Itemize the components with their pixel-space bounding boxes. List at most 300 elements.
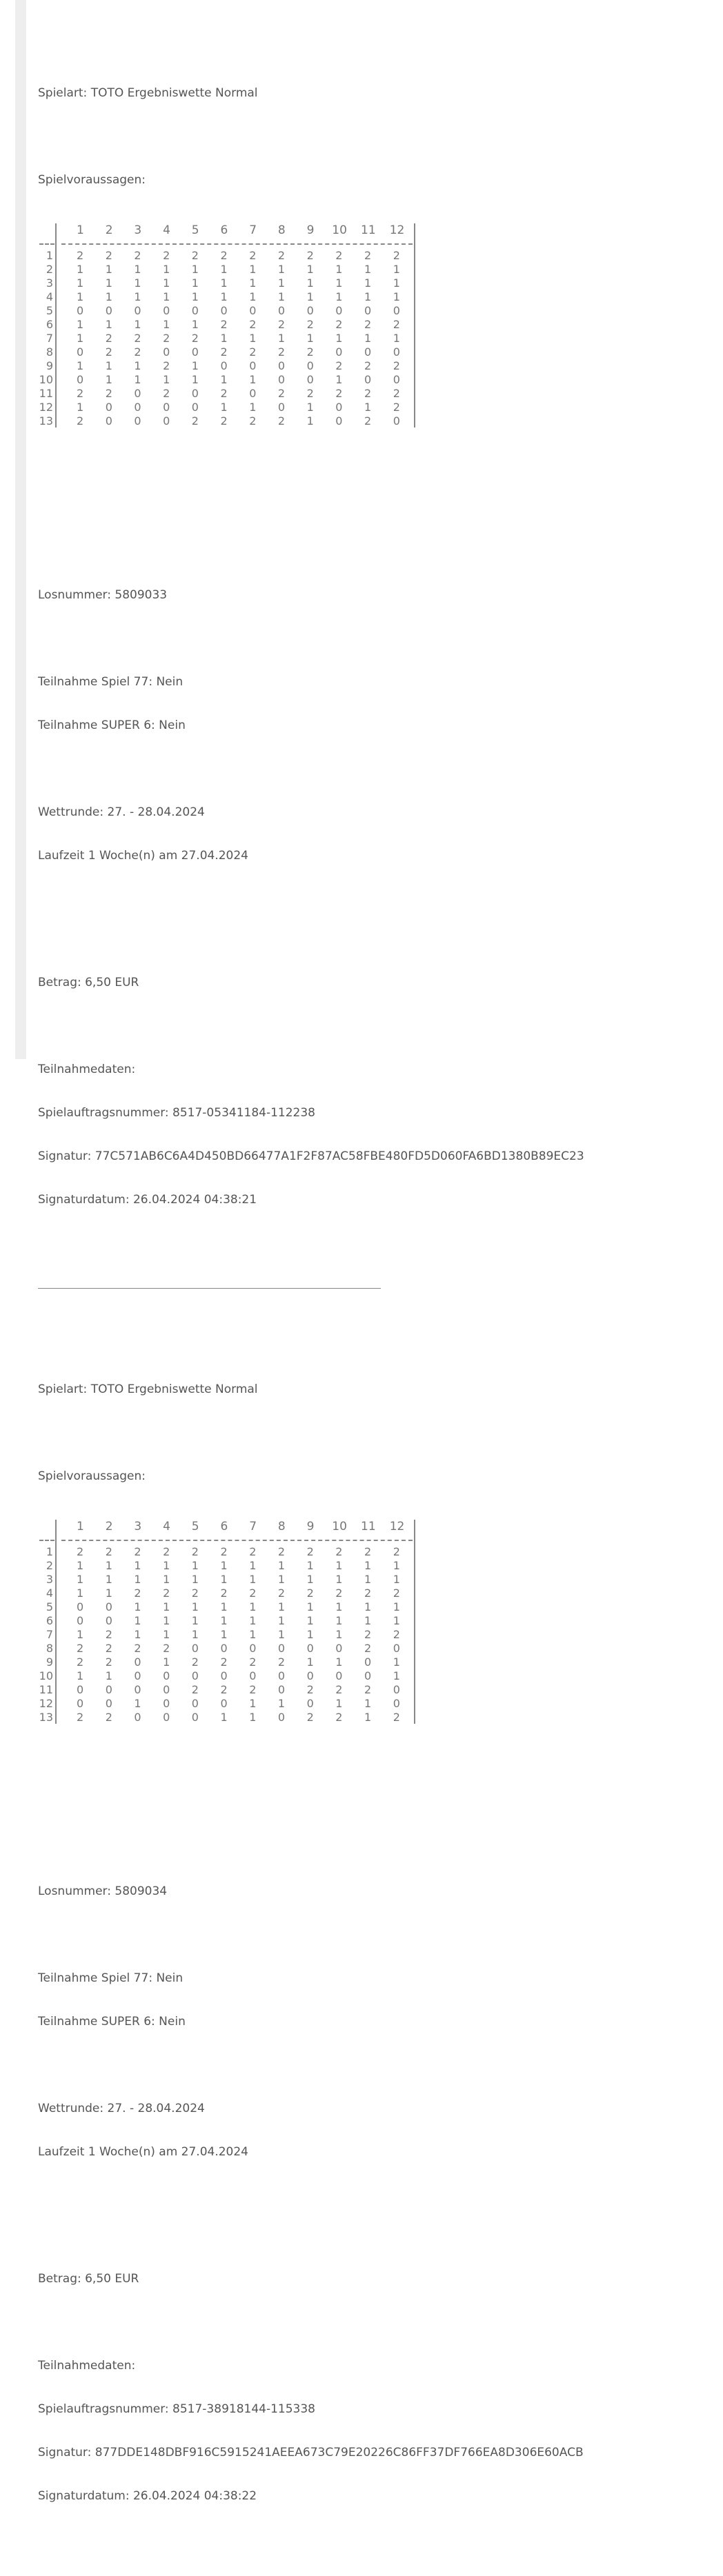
prediction-cell: 1 xyxy=(163,1656,170,1669)
prediction-cell: 0 xyxy=(306,1669,314,1682)
prediction-cell: 0 xyxy=(364,1656,372,1669)
prediction-cell: 1 xyxy=(306,332,314,345)
prediction-cell: 1 xyxy=(220,1711,228,1724)
row-number: 12 xyxy=(39,401,53,414)
row-number: 1 xyxy=(46,249,53,262)
prediction-cell: 1 xyxy=(393,1669,400,1682)
prediction-cell: 0 xyxy=(277,359,286,372)
prediction-cell: 2 xyxy=(277,1545,286,1558)
prediction-cell: 1 xyxy=(163,373,170,386)
prediction-cell: 0 xyxy=(191,1711,199,1724)
prediction-cell: 1 xyxy=(220,1559,228,1572)
grid-row xyxy=(38,1711,723,1725)
prediction-cell: 1 xyxy=(134,263,141,276)
prediction-cell: 0 xyxy=(163,1711,170,1724)
grid-header xyxy=(38,1520,723,1535)
prediction-cell: 2 xyxy=(249,414,257,427)
prediction-cell: 2 xyxy=(364,359,372,372)
prediction-cell: 1 xyxy=(77,263,84,276)
prediction-cell: 1 xyxy=(306,1656,314,1669)
prediction-cell: 2 xyxy=(277,1656,286,1669)
prediction-cell: 1 xyxy=(393,332,400,345)
prediction-cell: 2 xyxy=(277,414,286,427)
prediction-cell: 2 xyxy=(364,387,372,400)
prediction-cell: 2 xyxy=(335,318,343,331)
prediction-cell: 0 xyxy=(163,414,170,427)
column-number: 6 xyxy=(220,223,228,237)
prediction-cell: 1 xyxy=(134,1697,141,1710)
prediction-cell: 1 xyxy=(134,359,141,372)
prediction-cell: 2 xyxy=(105,387,112,400)
prediction-cell: 1 xyxy=(364,1573,372,1586)
prediction-cell: 2 xyxy=(220,1683,228,1696)
prediction-cell: 1 xyxy=(191,1628,199,1641)
row-number: 13 xyxy=(39,1711,53,1724)
prediction-cell: 2 xyxy=(364,249,372,262)
prediction-cell: 0 xyxy=(306,1697,314,1710)
prediction-cell: 0 xyxy=(220,304,228,317)
prediction-cell: 1 xyxy=(393,1600,400,1613)
prediction-cell: 2 xyxy=(335,359,343,372)
prediction-cell: 0 xyxy=(163,1683,170,1696)
row-number: 6 xyxy=(46,1614,53,1627)
prediction-cell: 2 xyxy=(364,1545,372,1558)
prediction-cell: 2 xyxy=(393,359,400,372)
prediction-cell: 2 xyxy=(277,387,286,400)
prediction-cell: 0 xyxy=(335,1642,343,1655)
row-number: 5 xyxy=(46,304,53,317)
prediction-cell: 2 xyxy=(77,1545,84,1558)
prediction-cell: 0 xyxy=(393,373,400,386)
prediction-cell: 2 xyxy=(163,332,170,345)
prediction-cell: 1 xyxy=(220,332,228,345)
prediction-cell: 1 xyxy=(191,359,199,372)
prediction-cell: 0 xyxy=(277,1642,286,1655)
prediction-cell: 0 xyxy=(249,359,257,372)
prediction-cell: 1 xyxy=(364,1697,372,1710)
prediction-cell: 1 xyxy=(335,1656,343,1669)
prediction-cell: 1 xyxy=(306,401,314,414)
prediction-cell: 0 xyxy=(249,304,257,317)
grid-right-border xyxy=(414,1520,415,1724)
ticket-list xyxy=(38,0,723,2576)
grid-row xyxy=(38,360,723,374)
prediction-cell: 1 xyxy=(249,290,257,303)
column-number: 1 xyxy=(77,1520,84,1533)
prediction-cell: 2 xyxy=(335,1683,343,1696)
prediction-cell: 2 xyxy=(306,1683,314,1696)
prediction-cell: 1 xyxy=(393,276,400,290)
prediction-cell: 2 xyxy=(105,332,112,345)
prediction-cell: 1 xyxy=(249,263,257,276)
prediction-cell: 2 xyxy=(393,401,400,414)
dashed-rule-left xyxy=(39,243,55,245)
super6-line: Teilnahme SUPER 6: Nein xyxy=(38,2015,186,2029)
prediction-cell: 1 xyxy=(277,290,286,303)
prediction-cell: 1 xyxy=(277,1628,286,1641)
prediction-cell: 1 xyxy=(220,401,228,414)
prediction-cell: 0 xyxy=(105,1600,112,1613)
row-number: 4 xyxy=(46,290,53,303)
prediction-cell: 0 xyxy=(134,401,141,414)
prediction-cell: 1 xyxy=(163,263,170,276)
signatur-line: Signatur: 877DDE148DBF916C5915241AEEA673C79E20226C86FF37DF766EA8D306E60ACB xyxy=(38,2446,584,2459)
quote-bar xyxy=(15,0,26,1059)
prediction-cell: 0 xyxy=(163,401,170,414)
prediction-cell: 0 xyxy=(105,1697,112,1710)
prediction-cell: 0 xyxy=(306,373,314,386)
prediction-cell: 1 xyxy=(163,1573,170,1586)
prediction-cell: 0 xyxy=(393,1683,400,1696)
prediction-cell: 1 xyxy=(191,1600,199,1613)
prediction-cell: 1 xyxy=(77,401,84,414)
prediction-cell: 1 xyxy=(277,1573,286,1586)
grid-row xyxy=(38,1546,723,1560)
prediction-cell: 0 xyxy=(77,1697,84,1710)
prediction-cell: 1 xyxy=(393,263,400,276)
prediction-cell: 2 xyxy=(191,1683,199,1696)
prediction-cell: 1 xyxy=(191,1559,199,1572)
prediction-cell: 2 xyxy=(335,1587,343,1600)
laufzeit-line: Laufzeit 1 Woche(n) am 27.04.2024 xyxy=(38,2145,248,2159)
prediction-cell: 0 xyxy=(220,359,228,372)
column-number: 11 xyxy=(361,1520,376,1533)
row-number: 11 xyxy=(39,1683,53,1696)
prediction-cell: 0 xyxy=(105,304,112,317)
prediction-cell: 1 xyxy=(105,359,112,372)
prediction-cell: 2 xyxy=(220,249,228,262)
signaturdatum-line: Signaturdatum: 26.04.2024 04:38:21 xyxy=(38,1193,257,1207)
prediction-cell: 2 xyxy=(277,1587,286,1600)
prediction-cell: 0 xyxy=(77,1600,84,1613)
prediction-cell: 2 xyxy=(191,414,199,427)
prediction-cell: 1 xyxy=(163,1628,170,1641)
prediction-cell: 0 xyxy=(306,304,314,317)
prediction-cell: 1 xyxy=(77,290,84,303)
prediction-cell: 1 xyxy=(220,1628,228,1641)
prediction-cell: 1 xyxy=(191,318,199,331)
grid-row xyxy=(38,401,723,415)
prediction-cell: 0 xyxy=(277,1683,286,1696)
prediction-cell: 2 xyxy=(249,1656,257,1669)
prediction-cell: 1 xyxy=(77,1559,84,1572)
column-number: 5 xyxy=(191,1520,199,1533)
prediction-cell: 1 xyxy=(335,290,343,303)
prediction-cell: 0 xyxy=(191,1697,199,1710)
prediction-cell: 0 xyxy=(134,1711,141,1724)
super6-line: Teilnahme SUPER 6: Nein xyxy=(38,718,186,732)
prediction-cell: 2 xyxy=(105,1711,112,1724)
prediction-cell: 1 xyxy=(335,1614,343,1627)
prediction-cell: 1 xyxy=(364,332,372,345)
grid-row xyxy=(38,305,723,319)
grid-row xyxy=(38,1698,723,1711)
prediction-cell: 1 xyxy=(105,318,112,331)
prediction-cell: 1 xyxy=(249,373,257,386)
prediction-cell: 1 xyxy=(335,263,343,276)
prediction-cell: 1 xyxy=(364,1600,372,1613)
prediction-cell: 2 xyxy=(134,332,141,345)
prediction-cell: 1 xyxy=(220,1573,228,1586)
prediction-cell: 1 xyxy=(163,290,170,303)
prediction-cell: 1 xyxy=(393,1573,400,1586)
prediction-cell: 1 xyxy=(105,290,112,303)
wettrunde-line: Wettrunde: 27. - 28.04.2024 xyxy=(38,805,205,819)
prediction-cell: 2 xyxy=(220,318,228,331)
prediction-cell: 1 xyxy=(306,414,314,427)
prediction-cell: 1 xyxy=(306,263,314,276)
grid-row xyxy=(38,1684,723,1698)
column-number: 3 xyxy=(134,223,142,237)
betrag-line: Betrag: 6,50 EUR xyxy=(38,2272,139,2286)
prediction-cell: 2 xyxy=(134,1545,141,1558)
prediction-cell: 0 xyxy=(77,304,84,317)
prediction-cell: 1 xyxy=(249,1697,257,1710)
column-number: 2 xyxy=(105,223,113,237)
teilnahmedaten-label: Teilnahmedaten: xyxy=(38,1063,136,1076)
prediction-cell: 1 xyxy=(364,1711,372,1724)
betrag-line: Betrag: 6,50 EUR xyxy=(38,976,139,989)
prediction-cell: 1 xyxy=(249,276,257,290)
prediction-cell: 1 xyxy=(105,276,112,290)
prediction-cell: 0 xyxy=(77,1614,84,1627)
prediction-cell: 2 xyxy=(77,1642,84,1655)
prediction-cell: 1 xyxy=(249,1711,257,1724)
prediction-cell: 2 xyxy=(335,1545,343,1558)
losnummer: Losnummer: 5809034 xyxy=(38,1884,168,1898)
grid-row xyxy=(38,250,723,263)
prediction-cell: 2 xyxy=(220,345,228,359)
row-number: 3 xyxy=(46,276,53,290)
prediction-cell: 1 xyxy=(105,263,112,276)
column-number: 9 xyxy=(306,223,315,237)
prediction-cell: 1 xyxy=(163,318,170,331)
column-number: 4 xyxy=(163,1520,170,1533)
voraussagen-label: Spielvoraussagen: xyxy=(38,1469,146,1483)
prediction-cell: 2 xyxy=(163,1545,170,1558)
prediction-cell: 0 xyxy=(364,1669,372,1682)
prediction-cell: 0 xyxy=(220,1669,228,1682)
row-number: 2 xyxy=(46,1559,53,1572)
prediction-cell: 1 xyxy=(134,318,141,331)
prediction-cell: 1 xyxy=(364,1559,372,1572)
prediction-cell: 0 xyxy=(191,304,199,317)
prediction-cell: 2 xyxy=(393,1587,400,1600)
row-number: 1 xyxy=(46,1545,53,1558)
prediction-cell: 2 xyxy=(105,1656,112,1669)
prediction-cell: 1 xyxy=(249,401,257,414)
row-number: 8 xyxy=(46,345,53,359)
prediction-cell: 2 xyxy=(335,1711,343,1724)
prediction-cell: 0 xyxy=(191,387,199,400)
prediction-cell: 1 xyxy=(220,290,228,303)
prediction-cell: 0 xyxy=(364,373,372,386)
prediction-cell: 1 xyxy=(134,1600,141,1613)
prediction-cell: 2 xyxy=(393,1545,400,1558)
prediction-cell: 0 xyxy=(134,1683,141,1696)
prediction-cell: 2 xyxy=(306,1711,314,1724)
grid-row xyxy=(38,1573,723,1587)
grid-left-border xyxy=(55,223,57,427)
prediction-cell: 0 xyxy=(191,1642,199,1655)
prediction-cell: 2 xyxy=(105,1545,112,1558)
prediction-cell: 1 xyxy=(335,1697,343,1710)
prediction-cell: 0 xyxy=(105,401,112,414)
prediction-cell: 2 xyxy=(134,249,141,262)
prediction-cell: 2 xyxy=(277,345,286,359)
prediction-cell: 1 xyxy=(306,1628,314,1641)
row-number: 9 xyxy=(46,359,53,372)
prediction-cell: 1 xyxy=(134,1614,141,1627)
prediction-cell: 0 xyxy=(393,345,400,359)
column-number: 5 xyxy=(191,223,199,237)
prediction-cell: 0 xyxy=(134,387,141,400)
prediction-cell: 2 xyxy=(249,249,257,262)
prediction-cell: 0 xyxy=(249,387,257,400)
prediction-cell: 0 xyxy=(335,1669,343,1682)
prediction-cell: 2 xyxy=(191,1545,199,1558)
prediction-cell: 1 xyxy=(220,373,228,386)
prediction-cell: 0 xyxy=(393,1642,400,1655)
prediction-cell: 2 xyxy=(393,1711,400,1724)
column-number: 12 xyxy=(389,1520,405,1533)
prediction-cell: 1 xyxy=(335,276,343,290)
row-number: 5 xyxy=(46,1600,53,1613)
row-number: 3 xyxy=(46,1573,53,1586)
laufzeit-line: Laufzeit 1 Woche(n) am 27.04.2024 xyxy=(38,849,248,863)
grid-row xyxy=(38,388,723,401)
prediction-cell: 2 xyxy=(364,1642,372,1655)
row-number: 4 xyxy=(46,1587,53,1600)
dashed-rule-left xyxy=(39,1540,55,1541)
prediction-cell: 1 xyxy=(191,373,199,386)
prediction-cell: 2 xyxy=(220,1545,228,1558)
prediction-cell: 1 xyxy=(393,1559,400,1572)
spielart-line: Spielart: TOTO Ergebniswette Normal xyxy=(38,1382,258,1396)
prediction-cell: 0 xyxy=(163,1697,170,1710)
column-number: 3 xyxy=(134,1520,142,1533)
prediction-cell: 1 xyxy=(249,332,257,345)
grid-row xyxy=(38,1656,723,1670)
prediction-cell: 0 xyxy=(249,1669,257,1682)
prediction-cell: 1 xyxy=(393,1614,400,1627)
prediction-cell: 0 xyxy=(277,304,286,317)
prediction-cell: 2 xyxy=(134,345,141,359)
prediction-cell: 0 xyxy=(277,1669,286,1682)
prediction-cell: 1 xyxy=(249,1628,257,1641)
row-number: 9 xyxy=(46,1656,53,1669)
prediction-cell: 2 xyxy=(306,345,314,359)
prediction-cell: 2 xyxy=(220,387,228,400)
grid-row xyxy=(38,415,723,429)
prediction-cell: 1 xyxy=(163,276,170,290)
row-number: 10 xyxy=(39,373,53,386)
spielauftragsnummer-line: Spielauftragsnummer: 8517-38918144-115338 xyxy=(38,2402,315,2416)
prediction-cell: 2 xyxy=(191,249,199,262)
row-number: 10 xyxy=(39,1669,53,1682)
grid-row xyxy=(38,291,723,305)
prediction-cell: 1 xyxy=(105,1559,112,1572)
prediction-cell: 2 xyxy=(163,249,170,262)
prediction-cell: 2 xyxy=(134,1642,141,1655)
prediction-cell: 0 xyxy=(77,373,84,386)
prediction-cell: 0 xyxy=(105,1683,112,1696)
prediction-cell: 1 xyxy=(249,1614,257,1627)
prediction-cell: 0 xyxy=(77,1683,84,1696)
prediction-cell: 2 xyxy=(163,359,170,372)
prediction-cell: 1 xyxy=(220,276,228,290)
left-margin xyxy=(0,0,15,1059)
prediction-cell: 2 xyxy=(277,249,286,262)
prediction-cell: 1 xyxy=(306,1614,314,1627)
prediction-grid xyxy=(38,1520,723,1725)
prediction-cell: 0 xyxy=(306,1642,314,1655)
grid-header xyxy=(38,223,723,239)
prediction-cell: 1 xyxy=(220,1614,228,1627)
prediction-cell: 1 xyxy=(105,373,112,386)
prediction-cell: 1 xyxy=(364,263,372,276)
prediction-cell: 2 xyxy=(393,387,400,400)
prediction-cell: 2 xyxy=(249,1683,257,1696)
prediction-grid xyxy=(38,223,723,429)
prediction-cell: 1 xyxy=(393,290,400,303)
grid-row xyxy=(38,277,723,291)
spiel77-line: Teilnahme Spiel 77: Nein xyxy=(38,675,184,689)
prediction-cell: 2 xyxy=(220,1656,228,1669)
prediction-cell: 0 xyxy=(277,373,286,386)
column-number: 7 xyxy=(249,1520,257,1533)
row-number: 2 xyxy=(46,263,53,276)
prediction-cell: 2 xyxy=(306,249,314,262)
prediction-cell: 0 xyxy=(335,401,343,414)
wettrunde-line: Wettrunde: 27. - 28.04.2024 xyxy=(38,2102,205,2115)
prediction-cell: 0 xyxy=(134,304,141,317)
prediction-cell: 1 xyxy=(249,1559,257,1572)
prediction-cell: 2 xyxy=(77,1656,84,1669)
prediction-cell: 2 xyxy=(77,249,84,262)
prediction-cell: 1 xyxy=(77,276,84,290)
row-number: 13 xyxy=(39,414,53,427)
prediction-cell: 1 xyxy=(335,1559,343,1572)
dashed-rule xyxy=(61,243,413,245)
prediction-cell: 2 xyxy=(249,345,257,359)
row-number: 7 xyxy=(46,332,53,345)
prediction-cell: 1 xyxy=(220,1600,228,1613)
column-number: 6 xyxy=(220,1520,228,1533)
column-number: 1 xyxy=(77,223,84,237)
spielart-line: Spielart: TOTO Ergebniswette Normal xyxy=(38,86,258,100)
prediction-cell: 1 xyxy=(277,1697,286,1710)
prediction-cell: 2 xyxy=(105,1628,112,1641)
prediction-cell: 2 xyxy=(306,387,314,400)
prediction-cell: 0 xyxy=(77,345,84,359)
column-number: 8 xyxy=(277,223,286,237)
grid-row xyxy=(38,263,723,277)
prediction-cell: 1 xyxy=(163,1600,170,1613)
prediction-cell: 1 xyxy=(249,1600,257,1613)
prediction-cell: 1 xyxy=(191,276,199,290)
prediction-cell: 1 xyxy=(277,263,286,276)
prediction-cell: 0 xyxy=(191,345,199,359)
prediction-cell: 1 xyxy=(191,290,199,303)
prediction-cell: 2 xyxy=(249,318,257,331)
prediction-cell: 1 xyxy=(163,1614,170,1627)
prediction-cell: 1 xyxy=(277,276,286,290)
prediction-cell: 2 xyxy=(249,1587,257,1600)
prediction-cell: 2 xyxy=(191,1587,199,1600)
prediction-cell: 1 xyxy=(220,263,228,276)
prediction-cell: 0 xyxy=(335,304,343,317)
